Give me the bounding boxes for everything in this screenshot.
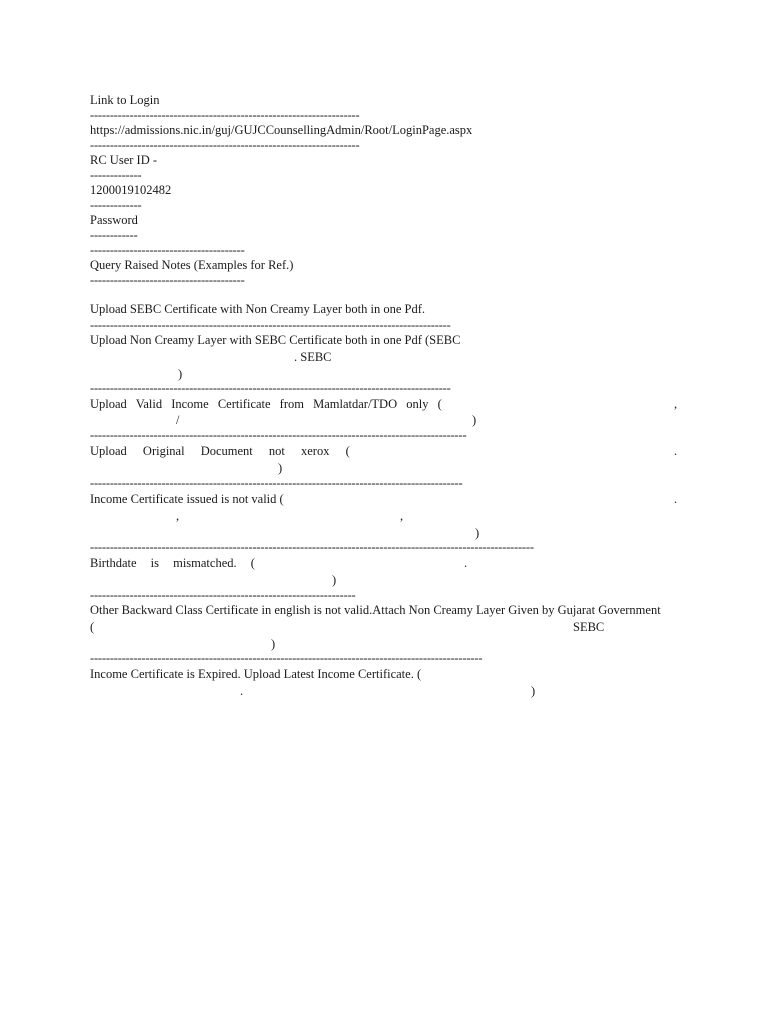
note-item-fragment: . SEBC [294, 350, 332, 364]
user-id-label: RC User ID - [90, 153, 158, 167]
divider: ---------------------------------------------------------------------------------------------- [90, 476, 463, 490]
login-heading: Link to Login [90, 93, 160, 107]
note-item-fragment: ) [472, 413, 477, 427]
note-item-fragment: ) [278, 461, 283, 475]
divider: ------------------------------------------------------------------- [90, 588, 356, 602]
note-item: Other Backward Class Certificate in english is not valid.Attach Non Creamy Layer Given by Gujarat Government [90, 603, 661, 617]
divider: ------------------------------------------------------------------------------------------- [90, 381, 451, 395]
divider: ------------------------------------------------------------------------------------------- [90, 318, 451, 332]
note-item-fragment: ) [531, 684, 536, 698]
divider: -------------------------------------------------------------------- [90, 108, 360, 122]
note-item: Birthdate is mismatched. ( [90, 556, 255, 570]
note-item-fragment: , [674, 397, 678, 411]
note-item-fragment: ) [332, 573, 337, 587]
note-item: Upload SEBC Certificate with Non Creamy Layer both in one Pdf. [90, 302, 426, 316]
divider: ---------------------------------------------------------------------------------------------------------------- [90, 540, 534, 554]
divider: -------------------------------------------------------------------- [90, 138, 360, 152]
note-item-fragment: / [176, 413, 180, 427]
note-item-fragment: ) [271, 637, 276, 651]
note-item-fragment: SEBC [573, 620, 605, 634]
note-item-fragment: ) [475, 526, 480, 540]
note-item: Income Certificate is Expired. Upload Latest Income Certificate. ( [90, 667, 422, 681]
note-item: Income Certificate issued is not valid ( [90, 492, 284, 506]
login-url[interactable]: https://admissions.nic.in/guj/GUJCCounsellingAdmin/Root/LoginPage.aspx [90, 123, 473, 137]
note-item-fragment: . [674, 492, 678, 506]
divider: --------------------------------------- [90, 243, 245, 257]
password-label: Password [90, 213, 138, 227]
note-item-fragment: . [464, 556, 468, 570]
divider: --------------------------------------- [90, 273, 245, 287]
note-item-fragment: . [674, 444, 678, 458]
note-item-fragment: , [400, 509, 404, 523]
divider: ----------------------------------------------------------------------------------------------- [90, 428, 467, 442]
divider: ------------ [90, 228, 138, 242]
note-item-fragment: ( [90, 620, 95, 634]
divider: ------------- [90, 168, 142, 182]
divider: --------------------------------------------------------------------------------------------------- [90, 651, 483, 665]
note-item-fragment: ) [178, 367, 183, 381]
note-item: Upload Original Document not xerox ( [90, 444, 350, 458]
note-item: Upload Non Creamy Layer with SEBC Certificate both in one Pdf (SEBC [90, 333, 461, 347]
note-item-fragment: , [176, 509, 180, 523]
note-item-fragment: . [240, 684, 244, 698]
note-item: Upload Valid Income Certificate from Mamlatdar/TDO only ( [90, 397, 442, 411]
user-id-value: 1200019102482 [90, 183, 172, 197]
divider: ------------- [90, 198, 142, 212]
notes-heading: Query Raised Notes (Examples for Ref.) [90, 258, 294, 272]
